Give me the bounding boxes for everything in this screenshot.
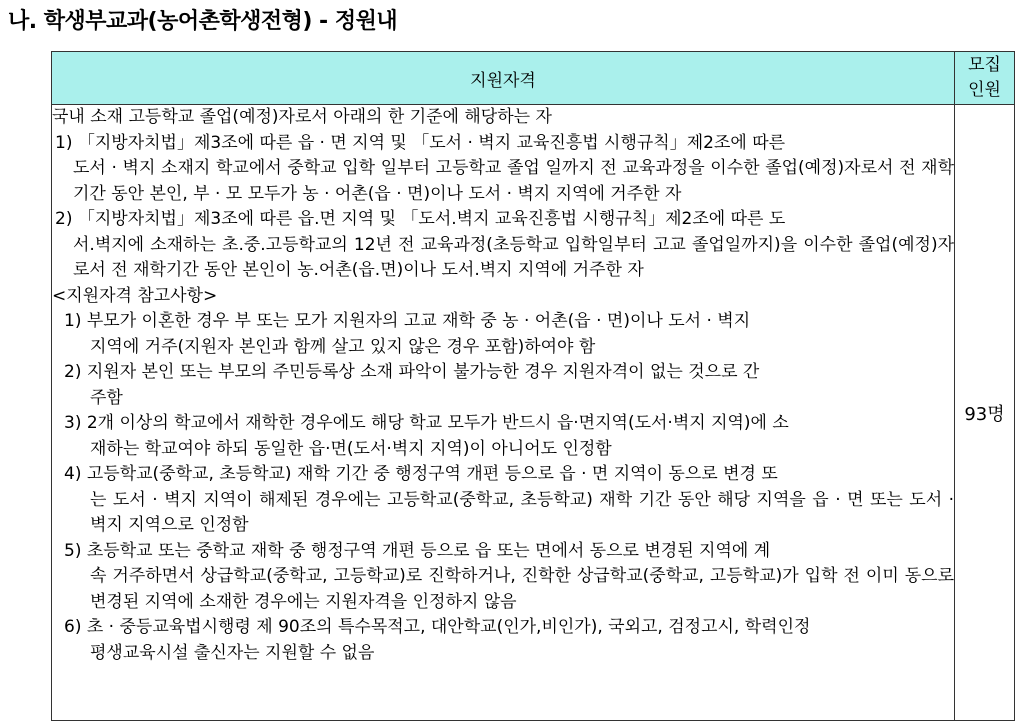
note-2-rest: 주함 xyxy=(90,387,123,408)
section-title: 나. 학생부교과(농어촌학생전형) - 정원내 xyxy=(8,9,398,34)
note-5-first: 5) 초등학교 또는 중학교 재학 중 행정구역 개편 등으로 읍 또는 면에서 동으로 변경된 지역에 계 xyxy=(64,540,771,561)
note-2-first: 2) 지원자 본인 또는 부모의 주민등록상 소재 파악이 불가능한 경우 지원자격이 없는 것으로 간 xyxy=(64,362,760,382)
note-1-first: 1) 부모가 이혼한 경우 부 또는 모가 지원자의 고교 재학 중 농 · 어촌(읍 · 면)이나 도서 · 벽지 xyxy=(64,311,751,331)
header-count xyxy=(955,52,1015,105)
note-3-rest: 재하는 학교여야 하되 동일한 읍·면(도서·벽지 지역)이 아니어도 인정함 xyxy=(90,438,612,459)
intro-text: 국내 소재 고등학교 졸업(예정)자로서 아래의 한 기준에 해당하는 자 xyxy=(52,107,552,127)
note-2 xyxy=(64,360,954,411)
note-5 xyxy=(64,539,954,616)
qualification-body xyxy=(52,105,955,721)
note-3-first: 3) 2개 이상의 학교에서 재학한 경우에도 해당 학교 모두가 반드시 읍·면지역(도서·벽지 지역)에 소 xyxy=(64,413,789,433)
count-value: 93명 xyxy=(955,105,1015,721)
notes-title: <지원자격 참고사항> xyxy=(52,285,218,306)
body-row xyxy=(52,105,1015,721)
note-1-rest: 지역에 거주(지원자 본인과 함께 살고 있지 않은 경우 포함)하여야 함 xyxy=(90,336,596,357)
note-4-rest: 는 도서 · 벽지 지역이 해제된 경우에는 고등학교(중학교, 초등학교) 재학 기간 동안 해당 지역을 읍 · 면 또는 도서 · 벽지 지역으로 인정함 xyxy=(90,489,954,535)
header-row xyxy=(52,52,1015,105)
header-qualification: 지원자격 xyxy=(52,52,955,105)
criterion-2-rest: 서.벽지에 소재하는 초.중.고등학교의 12년 전 교육과정(초등학교 입학일부터 고교 졸업일까지)을 이수한 졸업(예정)자로서 전 재학기간 동안 본인이 농.어촌(읍.면)이나 도서.벽지 지역에 거주한 자 xyxy=(73,234,954,280)
criterion-2-first: 2) 「지방자치법」제3조에 따른 읍.면 지역 및 「도서.벽지 교육진흥법 시행규칙」제2조에 따른 도 xyxy=(55,209,786,229)
criterion-1-rest: 도서 · 벽지 소재지 학교에서 중학교 입학 일부터 고등학교 졸업 일까지 전 교육과정을 이수한 졸업(예정)자로서 전 재학기간 동안 본인, 부 · 모 모두가 농 · 어촌(읍 · 면)이나 도서 · 벽지 지역에 거주한 자 xyxy=(73,158,954,204)
note-4 xyxy=(64,462,954,539)
note-6 xyxy=(64,615,954,666)
note-4-first: 4) 고등학교(중학교, 초등학교) 재학 기간 중 행정구역 개편 등으로 읍 · 면 지역이 동으로 변경 또 xyxy=(64,464,778,484)
qualification-table xyxy=(51,51,1015,721)
note-6-rest: 평생교육시설 출신자는 지원할 수 없음 xyxy=(90,642,375,663)
note-1 xyxy=(64,309,954,360)
header-count-line2: 인원 xyxy=(968,80,1001,100)
note-3 xyxy=(64,411,954,462)
criterion-2 xyxy=(55,207,954,284)
note-6-first: 6) 초 · 중등교육법시행령 제 90조의 특수목적고, 대안학교(인가,비인가), 국외고, 검정고시, 학력인정 xyxy=(64,617,811,637)
criterion-1-first: 1) 「지방자치법」제3조에 따른 읍 · 면 지역 및 「도서 · 벽지 교육진흥법 시행규칙」제2조에 따른 xyxy=(55,132,786,153)
criterion-1 xyxy=(55,131,954,208)
header-count-line1: 모집 xyxy=(968,55,1001,75)
note-5-rest: 속 거주하면서 상급학교(중학교, 고등학교)로 진학하거나, 진학한 상급학교(중학교, 고등학교)가 입학 전 이미 동으로 변경된 지역에 소재한 경우에는 지원자격을 인정하지 않음 xyxy=(90,566,954,612)
